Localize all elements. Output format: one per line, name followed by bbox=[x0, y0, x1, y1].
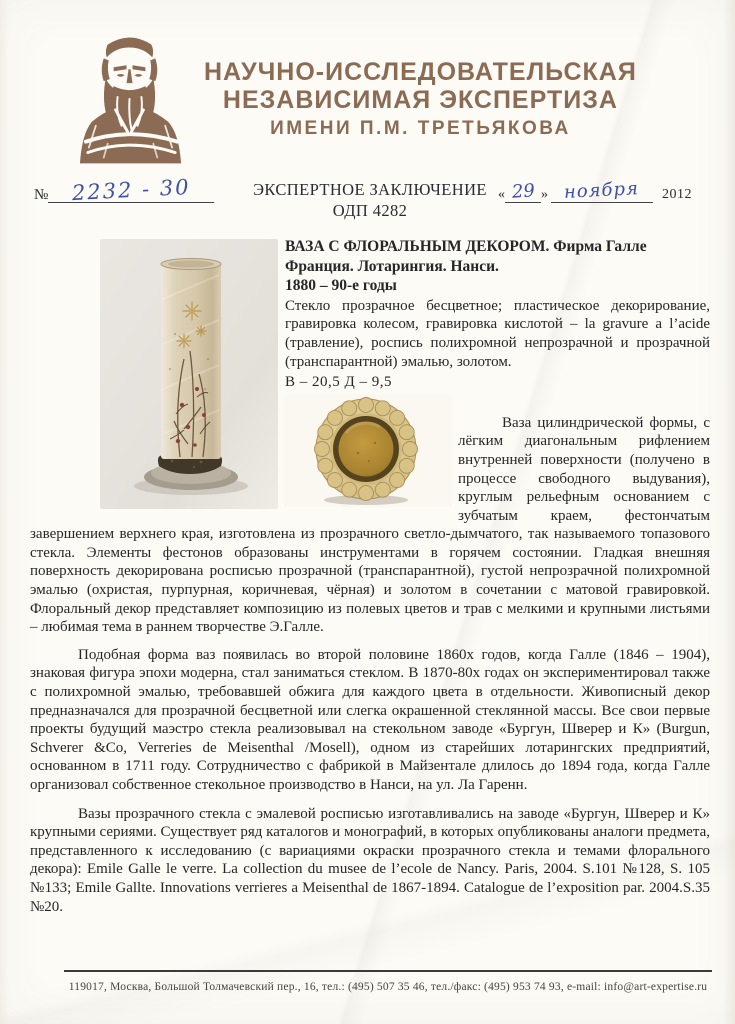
letterhead bbox=[0, 0, 735, 164]
date-close-quote: » bbox=[541, 187, 548, 202]
document-number bbox=[34, 174, 242, 206]
org-name-line1: НАУЧНО-ИССЛЕДОВАТЕЛЬСКАЯ bbox=[204, 58, 637, 86]
object-title-block bbox=[282, 237, 710, 391]
vase-photo bbox=[100, 239, 278, 509]
handwritten-day: 29 bbox=[510, 180, 536, 203]
document-type bbox=[242, 180, 498, 221]
date-year: 2012 bbox=[662, 187, 692, 202]
number-label: № bbox=[34, 187, 49, 203]
vase-base-photo bbox=[284, 394, 452, 507]
org-name-line3: ИМЕНИ П.М. ТРЕТЬЯКОВА bbox=[270, 118, 571, 139]
paragraph-references: Вазы прозрачного стекла с эмалевой росписью изготавливались на заводе «Бургун, Шверер и К» крупными сериями. Существует ряд каталогов и монографий, в которых опубликованы аналоги предмета, представленного к исследованию (с вариациями окраски прозрачного стекла и темами флорального декора): Emile Galle le verre. La collection du musee de l’ecole de Nancy. Paris, 2004. S.101 №128, S. 105 №133; Emile Gallte. Innovations verrieres a Meisenthal de 1867-1894. Catalogue de l’exposition par. 2004.S.35 №20. bbox=[30, 805, 710, 915]
document-type-line1: ЭКСПЕРТНОЕ ЗАКЛЮЧЕНИЕ bbox=[253, 180, 487, 199]
document-meta-row bbox=[34, 174, 710, 221]
document-date bbox=[498, 180, 710, 203]
object-technique: Стекло прозрачное бесцветное; пластическое декорирование, гравировка колесом, гравировка кислотой – la gravure a l’acide (травление), роспись полихромной непрозрачной и прозрачной (транспарантной) эмалью, золотом. bbox=[285, 297, 710, 370]
object-dimensions: В – 20,5 Д – 9,5 bbox=[285, 374, 392, 391]
handwritten-month: ноября bbox=[563, 178, 640, 203]
object-title-line2: Франция. Лотарингия. Нанси. bbox=[285, 257, 499, 275]
date-month-line bbox=[551, 178, 653, 203]
date-day-line bbox=[505, 182, 541, 203]
paragraph-description: Ваза цилиндрической формы, с лёгким диагональным рифлением внутренней поверхности (получено в процессе свободного выдувания), круглым рельефным основанием с зубчатым краем, фестончатым завершением верхнего края, изготовлена из прозрачного светло-дымчатого, так называемого топазового стекла. Элементы фестонов образованы инструментами в горячем состоянии. Гладкая внешняя поверхность декорирована росписью прозрачной (транспарантной), густой непрозрачной полихромной эмалью (охристая, пурпурная, коричневая, чёрная) и золотом в сочетании с матовой гравировкой. Флоральный декор представляет композицию из полевых цветов и трав с мелкими и крупными листьями – любимая тема в раннем творчестве Э.Галле. bbox=[30, 414, 710, 636]
tretyakov-portrait-logo bbox=[74, 34, 188, 164]
footer bbox=[64, 970, 712, 993]
footer-address: 119017, Москва, Большой Толмачевский пер., 16, тел.: (495) 507 35 46, тел./факс: (495) 953 74 93, e-mail: info@art-expertise.ru bbox=[68, 981, 708, 993]
object-title-line1: ВАЗА С ФЛОРАЛЬНЫМ ДЕКОРОМ. Фирма Галле bbox=[285, 238, 647, 256]
footer-divider bbox=[64, 970, 712, 972]
date-open-quote: « bbox=[498, 187, 505, 202]
document-type-line2: ОДП 4282 bbox=[332, 200, 408, 220]
paragraph-history: Подобная форма ваз появилась во второй половине 1860х годов, когда Галле (1846 – 1904), знаковая фигура эпохи модерна, стал заниматься стеклом. В 1870-80х годах он экспериментировал также с полихромной эмалью, требовавшей обжига для каждого цвета в отдельности. Живописный декор предназначался для прозрачной бесцветной или слегка окрашенной стеклянной массы. Все свои первые проекты будущий маэстро стекла реализовывал на стекольном заводе «Бургун, Шверер и К» (Burgun, Schverer &Co, Verreries de Meisenthal /Mosell), одном из старейших лотарингских предприятий, основанном в 1711 году. Сотрудничество с фабрикой в Майзентале длилось до 1894 года, когда Галле организовал собственное стекольное производство в Нанси, на ул. Ла Гаренн. bbox=[30, 646, 710, 793]
organization-name bbox=[204, 58, 637, 164]
handwritten-number: 2232 - 30 bbox=[71, 174, 192, 206]
number-blank-line bbox=[48, 174, 214, 206]
object-title-line3: 1880 – 90-е годы bbox=[285, 277, 397, 295]
org-name-line2: НЕЗАВИСИМАЯ ЭКСПЕРТИЗА bbox=[222, 86, 618, 114]
document-body bbox=[0, 237, 735, 916]
